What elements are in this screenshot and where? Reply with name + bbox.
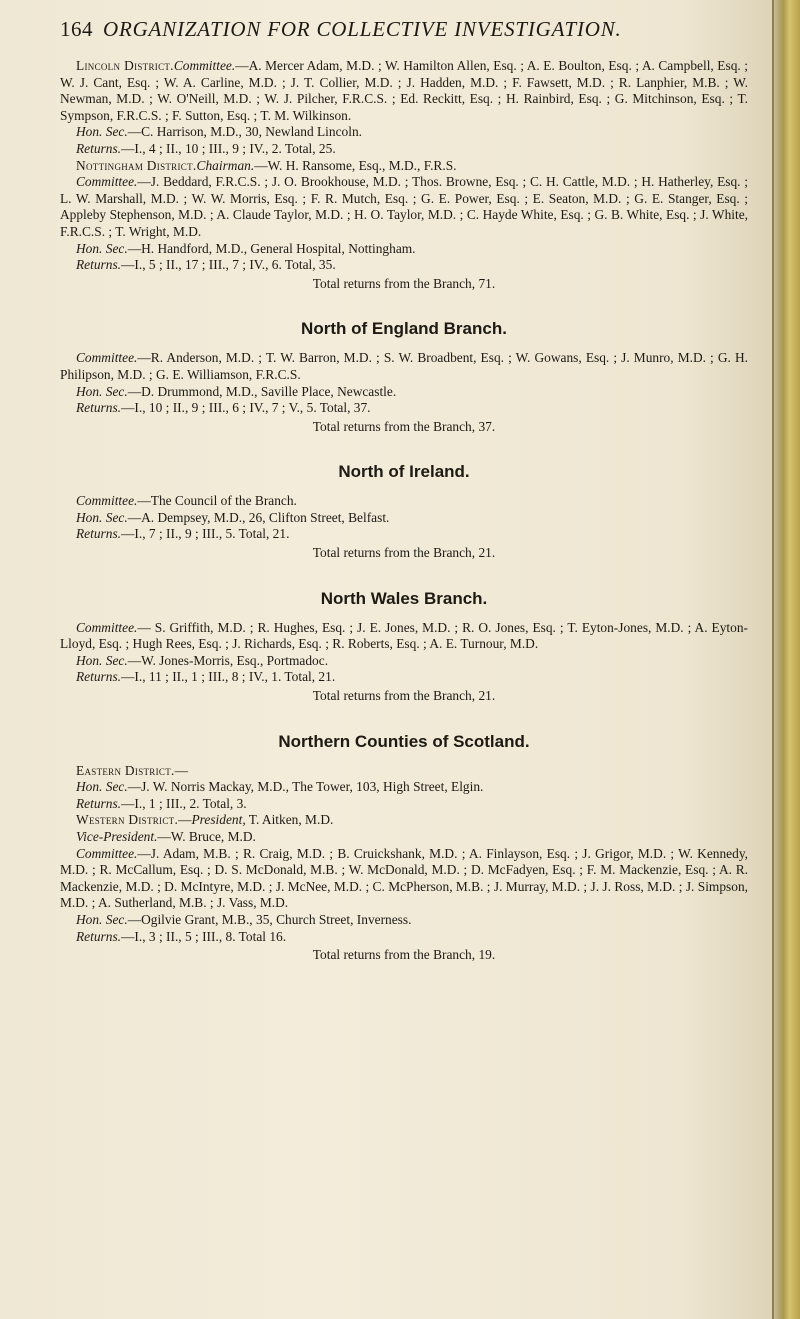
- scotland-hon-sec: Hon. Sec.—Ogilvie Grant, M.B., 35, Church Street, Inverness.: [76, 911, 412, 927]
- nottingham-chairman: Nottingham District.Chairman.—W. H. Ransome, Esq., M.D., F.R.S.: [76, 157, 457, 173]
- nottingham-hon-sec: Hon. Sec.—H. Handford, M.D., General Hospital, Nottingham.: [76, 240, 416, 256]
- scotland-total: Total returns from the Branch, 19.: [312, 947, 496, 963]
- north-england-hon-sec: Hon. Sec.—D. Drummond, M.D., Saville Place, Newcastle.: [76, 383, 397, 399]
- north-england-committee: Committee.—R. Anderson, M.D. ; T. W. Barron, M.D. ; S. W. Broadbent, Esq. ; W. Gowans, Esq. ; J. Munro, M.D. ; G. H. Philipson, M.D. ; G. E. Williamson, F.R.C.S.: [60, 350, 748, 382]
- north-england-total: Total returns from the Branch, 37.: [312, 418, 496, 434]
- scotland-committee: Committee.—J. Adam, M.B. ; R. Craig, M.D. ; B. Cruickshank, M.D. ; A. Finlayson, Esq. ; J. Grigor, M.D. ; W. Kennedy, M.D. ; R. McCallum, Esq. ; D. S. McDonald, M.B. ; W. McDonald, M.D. ; D. McFadyen, Esq. ; F. M. Mackenzie, Esq. ; A. R. Mackenzie, M.D. ; D. McIntyre, M.D. ; J. McNee, M.D. ; C. McPherson, M.B. ; J. Murray, M.D. ; J. J. Ross, M.D. ; J. Simpson, M.D. ; A. Sutherland, M.B. ; J. Vass, M.D.: [60, 845, 748, 911]
- north-england-heading: North of England Branch.: [301, 319, 507, 339]
- nottingham-total: Total returns from the Branch, 71.: [312, 275, 496, 291]
- scotland-heading: Northern Counties of Scotland.: [278, 731, 530, 751]
- north-ireland-hon-sec: Hon. Sec.—A. Dempsey, M.D., 26, Clifton Street, Belfast.: [76, 509, 390, 525]
- north-ireland-committee: Committee.—The Council of the Branch.: [76, 493, 297, 509]
- scotland-eastern-hon-sec: Hon. Sec.—J. W. Norris Mackay, M.D., The Tower, 103, High Street, Elgin.: [76, 779, 484, 795]
- page-number: 164: [60, 17, 93, 41]
- north-wales-total: Total returns from the Branch, 21.: [312, 688, 496, 704]
- scotland-western-president: Western District.—President, T. Aitken, M.D.: [76, 812, 334, 828]
- scotland-eastern-returns: Returns.—I., 1 ; III., 2. Total, 3.: [76, 795, 247, 811]
- page-title: ORGANIZATION FOR COLLECTIVE INVESTIGATION.: [103, 17, 622, 41]
- lincoln-returns: Returns.—I., 4 ; II., 10 ; III., 9 ; IV., 2. Total, 25.: [76, 140, 336, 156]
- page-content: [60, 16, 748, 964]
- nottingham-committee: Committee.—J. Beddard, F.R.C.S. ; J. O. Brookhouse, M.D. ; Thos. Browne, Esq. ; C. H. Cattle, M.D. ; H. Hatherley, Esq. ; L. W. Marshall, M.D. ; W. W. Morris, Esq. ; F. R. Mutch, Esq. ; G. E. Power, Esq. ; E. Seaton, M.D. ; G. E. Stanger, Esq. ; Appleby Stephenson, M.D. ; A. Claude Taylor, M.D. ; H. O. Taylor, M.D. ; C. Hayde White, Esq. ; G. B. White, Esq. ; J. White, F.R.C.S. ; T. Wright, M.D.: [60, 174, 748, 239]
- scotland-vice-president: Vice-President.—W. Bruce, M.D.: [76, 829, 256, 844]
- north-wales-heading: North Wales Branch.: [320, 588, 488, 608]
- scotland-returns: Returns.—I., 3 ; II., 5 ; III., 8. Total 16.: [76, 928, 287, 944]
- north-ireland-heading: North of Ireland.: [338, 462, 470, 482]
- lincoln-hon-sec: Hon. Sec.—C. Harrison, M.D., 30, Newland Lincoln.: [76, 124, 362, 140]
- north-ireland-returns: Returns.—I., 7 ; II., 9 ; III., 5. Total, 21.: [76, 526, 290, 542]
- running-head: [60, 16, 748, 42]
- north-england-returns: Returns.—I., 10 ; II., 9 ; III., 6 ; IV., 7 ; V., 5. Total, 37.: [76, 400, 371, 416]
- north-wales-committee: Committee.— S. Griffith, M.D. ; R. Hughes, Esq. ; J. E. Jones, M.D. ; R. O. Jones, Esq. ; T. Eyton-Jones, M.D. ; A. Eyton-Lloyd, Esq. ; Hugh Rees, Esq. ; J. Richards, Esq. ; R. Roberts, Esq. ; A. E. Turnour, M.D.: [60, 619, 748, 652]
- north-wales-hon-sec: Hon. Sec.—W. Jones-Morris, Esq., Portmadoc.: [76, 652, 329, 668]
- lincoln-committee: Lincoln District.Committee.—A. Mercer Adam, M.D. ; W. Hamilton Allen, Esq. ; A. E. Boulton, Esq. ; A. Campbell, Esq. ; W. J. Cant, Esq. ; W. A. Carline, M.D. ; J. T. Collier, M.D. ; J. Hadden, M.D. ; F. Fawsett, M.D. ; R. Lanphier, M.B. ; W. Newman, M.D. ; W. O'Neill, M.D. ; W. J. Pilcher, F.R.C.S. ; Ed. Reckitt, Esq. ; H. Rainbird, Esq. ; G. Mitchinson, Esq. ; T. Sympson, F.R.C.S. ; F. Sutton, Esq. ; T. M. Wilkinson.: [60, 58, 748, 123]
- north-wales-returns: Returns.—I., 11 ; II., 1 ; III., 8 ; IV., 1. Total, 21.: [76, 669, 336, 685]
- nottingham-returns: Returns.—I., 5 ; II., 17 ; III., 7 ; IV., 6. Total, 35.: [76, 257, 336, 273]
- page-edge-gilt: [774, 0, 800, 1319]
- scotland-eastern-district: Eastern District.—: [76, 762, 189, 778]
- north-ireland-total: Total returns from the Branch, 21.: [312, 545, 496, 561]
